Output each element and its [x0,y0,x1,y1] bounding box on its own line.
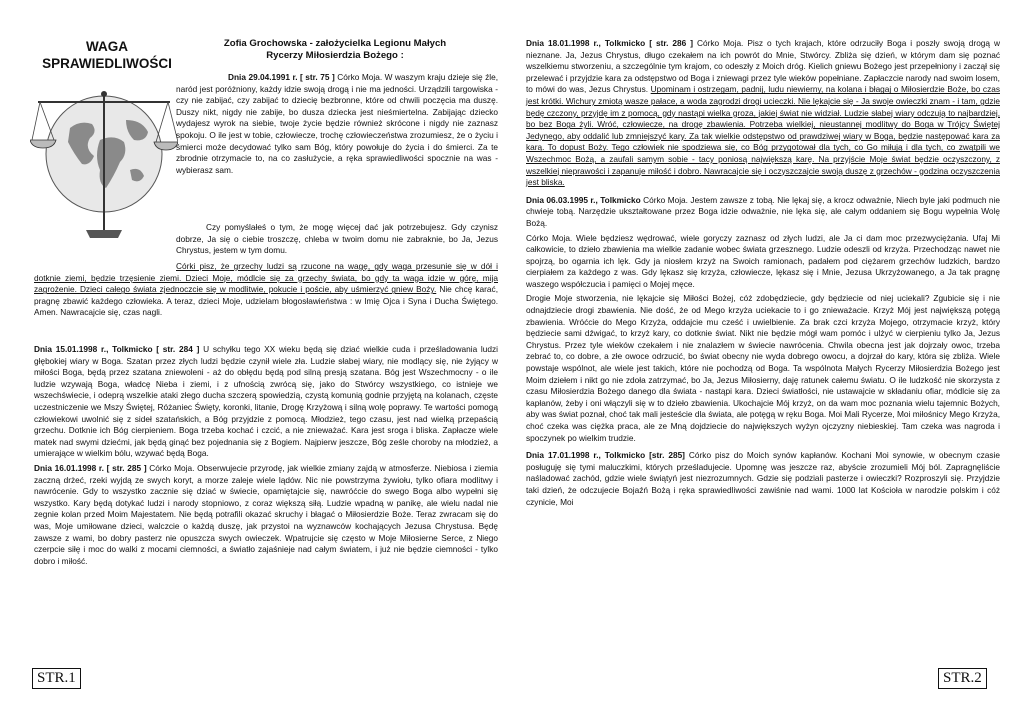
entry-5-text: Córko Moja. Jestem zawsze z tobą. Nie lękaj się, a krocz odważnie, Niech byle jaki podmuch nie chwieje tobą. Narzędzie ukształtowane przez Boga idzie odważnie, nie lęka się, ale całym oddaniem się Bogu wypełnia Wolę Bożą. [526,194,1000,228]
page-label-1: STR.1 [32,668,81,689]
entry-4-text: Córko Moja. Pisz o tych krajach, które odrzuciły Boga i poszły swoją drogą w nieznane. Ja, Jezus Chrystus, długo czekałem na ich powrót do Mnie, Stwórcy. Zbliża się dzień, w którym dam się poznać wszelkiemu stworzeniu, a szczególnie tym krajom, co odeszły z Moich dróg. Kielich gniewu Bożego jest przepełniony i zaczął się przelewać i przyjdzie kara za odstępstwo od Boga i zniewagi przez tyle wieków popełniane. Zapłaczcie narody nad swoim losem, to mówi do was, Jezus Chrystus. [526,38,1001,95]
entry-1-continued [34,261,498,322]
entry-6-heading: Dnia 17.01.1998 r., Tolkmicko [str. 285] [526,450,685,461]
page-label-2: STR.2 [938,668,987,689]
entry-1-bottom [34,222,498,260]
title-line-1: WAGA [86,39,128,54]
entry-5-heading: Dnia 06.03.1995 r., Tolkmicko [526,194,641,205]
entry-3-text: Córko Moja. Obserwujecie przyrodę, jak wielkie zmiany zajdą w atmosferze. Niebiosa i ziemia zaczną drżeć, rzeki wyjdą ze swych koryt, a morze zaleje wiele lądów. Nic nie powstrzyma żywiołu, tylko ofiara modlitwy i nawrócenie. Gdy to wszystko zacznie się dziać w świecie, opamiętajcie się, nawróćcie do swego Boga albo wypełni się wszystko. Kary będą dotykać ludzi i narody stopniowo, z coraz większą siłą. Ludzie wpadną w panikę, ale wielu nadal nie zegnie kolan przed Moim Majestatem. Nie będą potrafili okazać skruchy i błagać o Miłosierdzie Boże. Teraz zwracam się do was, Moje umiłowane dzieci, walczcie o każdą duszę, jak przystoi na wyznawców kochających Jezusa Chrystusa. Będę zawsze z wami, bo dobry pasterz nie opuszcza swych owieczek. Wpatrujcie się często w Moje Miłosierne Serce, z Niego czerpcie siłę i moc do walki z mocami ciemności, a światło zajaśnieje nad całym światem, i już nie będzie ciemności - tylko dobro i miłość. [34,462,498,566]
entry-5-paragraph-2: Córko Moja. Wiele będziesz wędrować, wiele goryczy zaznasz od złych ludzi, ale Ja ci dam moc przezwyciężania. Ufaj Mi całkowicie, to dzieło zbawienia ma wielkie zadanie wobec świata grzesznego. Ludzie odeszli od krzyża. Przechodząc nawet nie spojrzą, bo ogarnia ich lęk. Gdy ja niosłem krzyż na Swoich ramionach, padałem pod ciężarem grzechów ludzkich, bardzo cierpiałem za każdego z was. Gdy lękasz się krzyża, człowiecze, lękasz się i Mnie, Jezusa Ukrzyżowanego, a Ja tak pragnę waszego współczucia i pamięci o Mojej męce. [526,232,1000,289]
entry-1-text-b: Czy pomyślałeś o tym, że mogę więcej dać jak potrzebujesz. Gdy czynisz dobrze, Ja się o ciebie troszczę, chleba w twoim domu nie zabraknie, bo Ja, Jezus Chrystus, jestem w tym domu. [176,222,498,256]
entry-3-heading: Dnia 16.01.1998 r. [ str. 285 ] [34,462,147,473]
author-header [190,38,480,62]
entry-1-heading: Dnia 29.04.1991 r. [ str. 75 ] [228,72,335,82]
title-line-2: SPRAWIEDLIWOŚCI [42,56,172,71]
entry-6-text: Córko pisz do Moich synów kapłanów. Kochani Moi synowie, w obecnym czasie posługuję się tymi maluczkimi, których prześladujecie. Upomnę was jeszcze raz, abyście zrozumieli Mój ból. Zapragnęliście naśladować zachód, gdzie wiele świątyń jest niezrozumnych. Gdzie się podziali pasterze i owieczki? Rozproszyli się. Przyjdzie taki dzień, że odczujecie Bojaźń Bożą i ręka sprawiedliwości zawiśnie nad wami. 1000 lat Kościoła w narodzie polskim i cóż czynicie, Moi [526,450,1000,507]
entry-1-top [176,72,498,179]
entry-2-heading: Dnia 15.01.1998 r., Tolkmicko [ str. 284 ] [34,344,200,354]
document-title [22,38,192,72]
entry-1-text: Córko Moja. W waszym kraju dzieje się źle, naród jest poróżniony, każdy idzie swoją drogą i nie ma jedności. Urządzili targowiska - czy nie zabijać, czy zabijać to dziecię bezbronne, które od chwili poczęcia ma duszę. Duszy nikt, nigdy nie zabije, bo dusza dziecka jest nieśmiertelna. Zabijając dziecko wydajesz wyrok na siebie, twoje życie będzie również skrócone i nigdy nie zaznasz spokoju. O ile jest w tobie, człowiecze, trochę człowieczeństwa zrozumiesz, że o życiu i śmierci może decydować tylko sam Bóg, który powołuje do życia i do śmierci. Za te zbrodnie otrzymacie to, na co zasłużycie, a ręka sprawiedliwości spocznie na was - wybierasz sam. [176,72,499,175]
entry-4-underlined: Upominam i ostrzegam, padnij, ludu niewierny, na kolana i błagaj o Miłosierdzie Boże, bo czas jest krótki. Wichury zmiotą wasze pałace, a woda zagrodzi drogi ucieczki. Nie lękajcie się - Ja swoje owieczki znam - i tam, gdzie będę czczony, przyjdę im z pomocą, gdy nastąpi wielka groza, jakiej świat nie widział. Ludzie słabej wiary odczują to najbardziej, bo bez Boga żyli. Wróć, człowiecze, na drogę zbawienia. Potrzeba wielkiej, nieustannej modlitwy do Boga w Trójcy Świętej Jedynego, aby oddalić lub zmniejszyć kary. Za tak wielkie odstępstwo od prawdziwej wiary w Boga, będzie następować kara za karą. To dopust Boży. Tego człowiek nie spodziewa się, co Bóg przygotował dla tych, co Go miłują i dla tych, co zwątpili we Wszechmoc Bożą, a zaufali samym sobie - tacy poniosą największą karę. Na przyjście Moje świat będzie oczyszczony, z wszelkiej nieprawości i zapanuje miłość i dobro. Nawracajcie się i oczyszczajcie swoją duszę z grzechów - godzina oczyszczenia jest bliska. [526,84,1000,188]
entry-4-heading: Dnia 18.01.1998 r., Tolkmicko [ str. 286 ] [526,38,693,48]
entry-2-text: U schyłku tego XX wieku będą się dziać wielkie cuda i prześladowania ludzi głębokiej wiary w Boga. Szatan przez złych ludzi będzie czynił wiele zła. Ludzie słabej wiary, nie modlący się, nie żyjący w miłości Boga, będą przez szatana zniewoleni - aż do obłędu będą pod silną presją szatana. Bóg jest Wszechmocny - o ile ludzie wzywają Boga, władcę Nieba i ziemi, i z ufnością zwrócą się, jako do Stwórcy wszystkiego, co istnieje we wszechświecie, i odeprą wszelkie ataki złego ducha szczerą spowiedzią, czystą komunią godnie przyjętą na kolanach, częste uczestniczenie we Mszy Świętej, Różaniec Święty, koronki, litanie, Drogę Krzyżową i silną wolę poprawy. Te wartości pomogą człowiekowi uwolnić się z sideł szatańskich, a Bóg przyjdzie z pomocą. Młodzież, tego czasu, jest nad wielką przepaścią grzechu. Dotknie ich Bóg cierpieniem. Boga trzeba kochać i czcić, a nie znieważać. Kara jest sroga i bliska. Zapłacze wiele matek nad swymi dziećmi, jak będą ginąć bez pojednania się z Bogiem. Najpierw jeszcze, Bóg ześle choroby na młodzież, a umierające w wielkim bólu, wzywać będą Boga. [34,344,498,459]
entry-2 [34,344,498,570]
header-line-2: Rycerzy Miłosierdzia Bożego : [266,50,404,61]
entry-1-underlined: Córki pisz, że grzechy ludzi są rzucone na wagę, gdy waga przesunie się w dół i dotknie ziemi, będzie trzęsienie ziemi. Dzieci Moje, módlcie się za grzechy świata, bo gdy ta waga idzie w górę, mija zagrożenie. Dzieci całego świata zjednoczcie się w modlitwie, pokucie i poście, aby uśmierzyć gniew Boży. [34,261,498,295]
entry-1-end: Nie chcę karać, pragnę zbawić każdego człowieka. A teraz, dzieci Moje, udzielam błogosławieństwa : w Imię Ojca i Syna i Ducha Świętego. Amen. Nawracajcie się, czas nagli. [34,284,498,318]
header-line-1: Zofia Grochowska - założycielka Legionu Małych [223,38,447,49]
entry-4 [526,38,1000,511]
entry-5-paragraph-3: Drogie Moje stworzenia, nie lękajcie się Miłości Bożej, cóż zdobędziecie, gdy będziecie od niej uciekali? Zgubicie się i nie odnajdziecie drogi zbawienia. Nie dość, że od Mego krzyża uciekacie to i go znieważacie. Krzyż Mój jest największą potęgą zbawienia. Wróćcie do Mego Krzyża, oddajcie mu cześć i uwielbienie. Za brak czci krzyża Mojego, otrzymacie krzyż, który będziecie sami dźwigać, to krzyż kary, co dotknie świat. Nikt nie będzie mógł wam pomóc i ulżyć w cierpieniu tylko Ja, Jezus Chrystus. Przez tyle wieków czekałem i nie znalazłem w świecie nawrócenia. Chwila obecna jest jak dojrzały owoc, trzeba zebrać to, co dobre, a złe owoce odrzucić, bo świat obecny nie wyda dobrego owocu, a dojrzał do kary, która się zbliża. Wiele powstaje wspólnot, ale wiele jest takich, które nie pochodzą od Boga. Ta wspólnota Małych Rycerzy Miłosierdzia Bożego jest Moim dziełem i nikt go nie zdoła zatrzymać, bo Ja, Jezus Miłosierny, daję ratunek całemu światu. O ile ludzkość nie skorzysta z czasu Miłosierdzia Bożego danego dla świata - nastąpi kara. Dzieci światłości, nie ustawajcie w składaniu ofiar, módlcie się za kapłanów, żeby i oni włączyli się w to dzieło zbawienia. Ukochajcie Mój krzyż, on da wam moc poznania wielu tajemnic Bożych, aby was świat poznał, choć tak mali jesteście dla świata, ale potęgą w ręku Boga. Moi Mali Rycerze, Moi miłośnicy Mego Krzyża, choć czeka was ciężka praca, ale ze Mną dojdziecie do największych wyżyn ojczyzny niebieskiej. Tam czeka was nagroda i spoczynek po wielkim trudzie. [526,293,1000,443]
page-2 [512,0,1024,724]
